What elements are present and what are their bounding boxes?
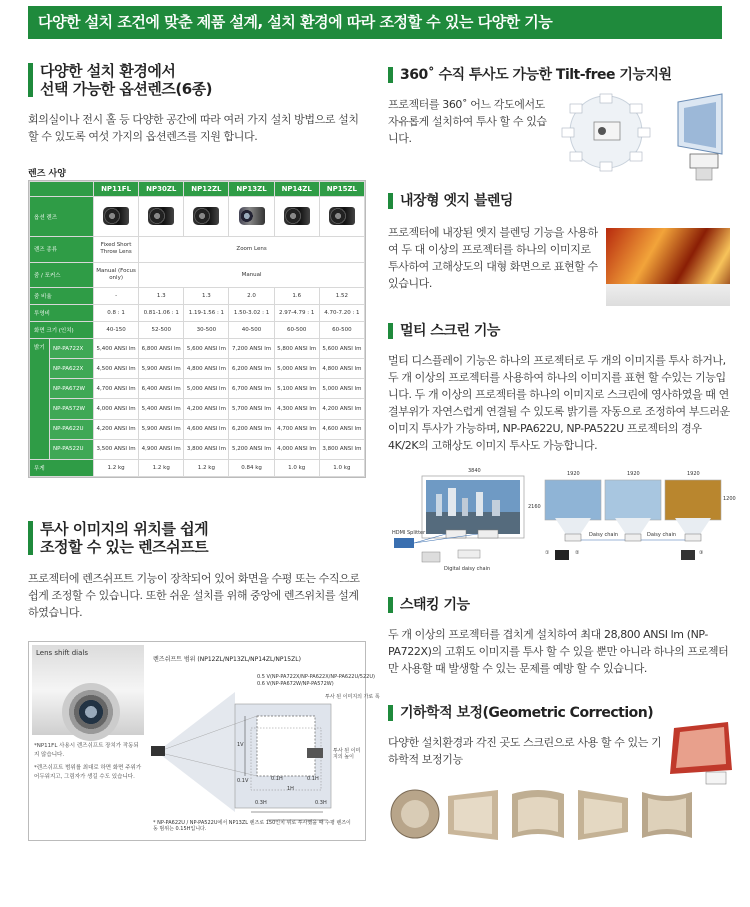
dim-1920-c: 1920 bbox=[687, 471, 700, 477]
dim-2160: 2160 bbox=[528, 504, 541, 510]
cell-brightness: 5,900 ANSI lm bbox=[139, 419, 184, 439]
lens-image bbox=[239, 207, 265, 225]
cell-brightness: 3,500 ANSI lm bbox=[94, 439, 139, 459]
multi-screen-left-graphic bbox=[388, 468, 538, 576]
cell-brightness: 4,600 ANSI lm bbox=[184, 419, 229, 439]
brightness-model: NP-PA722X bbox=[50, 338, 94, 358]
row-label-type: 렌즈 종류 bbox=[30, 237, 94, 262]
lens-title-line2: 선택 가능한 옵션렌즈(6종) bbox=[40, 80, 212, 98]
cell-brightness: 5,600 ANSI lm bbox=[184, 338, 229, 358]
cell-brightness: 6,800 ANSI lm bbox=[139, 338, 184, 358]
model-header: NP12ZL bbox=[184, 182, 229, 197]
cell-brightness: 4,200 ANSI lm bbox=[319, 399, 364, 419]
cell-brightness: 5,200 ANSI lm bbox=[229, 439, 274, 459]
shift-section-title bbox=[28, 520, 208, 556]
brightness-model: NP-PA672W bbox=[50, 379, 94, 399]
row-label-brightness: 밝기 bbox=[30, 338, 50, 459]
lens-table-caption: 렌즈 사양 bbox=[28, 169, 66, 179]
cell-focus: Manual bbox=[139, 262, 365, 287]
cell-brightness: 3,800 ANSI lm bbox=[184, 439, 229, 459]
shift-note-2: *렌즈쉬프트 범위를 최대로 하면 화면 주위가 어두워지고, 그림자가 생길 수도 있습니다. bbox=[34, 765, 142, 780]
cell-screen: 40-150 bbox=[94, 322, 139, 339]
cell-weight: 1.0 kg bbox=[274, 459, 319, 476]
shift-label-03h-b: 0.3H bbox=[315, 800, 327, 806]
tilt-section-title: 360˚ 수직 투사도 가능한 Tilt-free 기능지원 bbox=[388, 66, 672, 84]
cell-projection: 1.19-1.56 : 1 bbox=[184, 305, 229, 322]
marker-2: ② bbox=[575, 550, 580, 556]
cell-focus: Manual (Focus only) bbox=[94, 262, 139, 287]
cell-type: Zoom Lens bbox=[139, 237, 365, 262]
dim-1200: 1200 bbox=[723, 496, 736, 502]
cell-brightness: 4,000 ANSI lm bbox=[274, 439, 319, 459]
cell-brightness: 5,000 ANSI lm bbox=[274, 359, 319, 379]
edge-blending-photo bbox=[606, 228, 730, 306]
cell-projection: 4.70-7.20 : 1 bbox=[319, 305, 364, 322]
shift-label-01h-a: 0.1H bbox=[271, 776, 283, 782]
cell-brightness: 5,400 ANSI lm bbox=[139, 399, 184, 419]
cell-brightness: 6,200 ANSI lm bbox=[229, 359, 274, 379]
cell-brightness: 5,600 ANSI lm bbox=[319, 338, 364, 358]
cell-brightness: 5,800 ANSI lm bbox=[274, 338, 319, 358]
marker-1: ① bbox=[545, 550, 550, 556]
cell-projection: 0.81-1.06 : 1 bbox=[139, 305, 184, 322]
multi-section-title: 멀티 스크린 기능 bbox=[388, 322, 500, 340]
cell-projection: 1.50-3.02 : 1 bbox=[229, 305, 274, 322]
model-header: NP14ZL bbox=[274, 182, 319, 197]
geometric-correction-photo bbox=[668, 718, 736, 788]
cell-brightness: 6,400 ANSI lm bbox=[139, 379, 184, 399]
cell-brightness: 6,200 ANSI lm bbox=[229, 419, 274, 439]
dim-1920-b: 1920 bbox=[627, 471, 640, 477]
cell-screen: 52-500 bbox=[139, 322, 184, 339]
shift-diagram-title: 렌즈쉬프트 범위 (NP12ZL/NP13ZL/NP14ZL/NP15ZL) bbox=[153, 656, 301, 663]
model-header: NP30ZL bbox=[139, 182, 184, 197]
shift-line-2: 0.6 V(NP-PA672W/NP-PA572W) bbox=[257, 681, 334, 687]
hdmi-splitter-label: HDMI Splitter bbox=[392, 530, 426, 536]
shift-line-1: 0.5 V(NP-PA722X/NP-PA622X/NP-PA622U/522U) bbox=[257, 674, 375, 680]
cell-throw: 2.0 bbox=[229, 288, 274, 305]
projector-stand bbox=[606, 284, 730, 306]
cell-brightness: 4,300 ANSI lm bbox=[274, 399, 319, 419]
cell-weight: 0.84 kg bbox=[229, 459, 274, 476]
cell-brightness: 5,700 ANSI lm bbox=[229, 399, 274, 419]
shift-label-01h-b: 0.1H bbox=[307, 776, 319, 782]
cell-screen: 60-500 bbox=[274, 322, 319, 339]
model-header: NP11FL bbox=[94, 182, 139, 197]
cell-brightness: 4,000 ANSI lm bbox=[94, 399, 139, 419]
row-label-throw: 줌 비율 bbox=[30, 288, 94, 305]
edge-section-desc: 프로젝터에 내장된 엣지 블렌딩 기능을 사용하여 두 대 이상의 프로젝터를 하나의 이미지로 투사하여 고해상도의 대형 화면으로 표현할 수있습니다. bbox=[388, 226, 598, 290]
marker-3: ③ bbox=[699, 550, 704, 556]
cell-brightness: 3,800 ANSI lm bbox=[319, 439, 364, 459]
shift-label-03h-a: 0.3H bbox=[255, 800, 267, 806]
geo-room-graphic bbox=[668, 718, 736, 788]
stack-section-title: 스태킹 기능 bbox=[388, 596, 470, 614]
cell-brightness: 4,500 ANSI lm bbox=[94, 359, 139, 379]
shift-height-label: 투사 된 이미지의 높이 bbox=[333, 748, 361, 760]
cell-brightness: 5,000 ANSI lm bbox=[184, 379, 229, 399]
lens-shift-dials-photo bbox=[32, 645, 144, 735]
brightness-model: NP-PA572W bbox=[50, 399, 94, 419]
cell-brightness: 5,100 ANSI lm bbox=[274, 379, 319, 399]
cell-type: Fixed Short Throw Lens bbox=[94, 237, 139, 262]
cell-screen: 40-500 bbox=[229, 322, 274, 339]
cell-brightness: 7,200 ANSI lm bbox=[229, 338, 274, 358]
shift-label-01v: 0.1V bbox=[237, 778, 249, 784]
geo-section-desc: 다양한 설치환경과 각진 곳도 스크린으로 사용 할 수 있는 기하학적 보정기능 bbox=[388, 736, 662, 766]
lens-section-desc: 회의실이나 전시 홀 등 다양한 공간에 따라 여러 가지 설치 방법으로 설치할 수 있도록 여섯 가지의 옵션렌즈를 지원 합니다. bbox=[28, 113, 359, 143]
shift-title-line1: 투사 이미지의 위치를 쉽게 bbox=[40, 520, 209, 538]
cell-weight: 1.0 kg bbox=[319, 459, 364, 476]
brightness-model: NP-PA522U bbox=[50, 439, 94, 459]
lens-image bbox=[284, 207, 310, 225]
header-banner: 다양한 설치 조건에 맞춘 제품 설계, 설치 환경에 따라 조정할 수 있는 다양한 기능 bbox=[28, 6, 722, 39]
dials-label: Lens shift dials bbox=[36, 649, 89, 657]
stack-section-desc: 두 개 이상의 프로젝터를 겹치게 설치하여 최대 28,800 ANSI lm (NP-PA722X)의 고휘도 이미지를 투사 할 수 있을 뿐만 아니라 하나의 프로젝터만 사용할 때 발생할 수 있는 문제를 예방 할 수 있습니다. bbox=[388, 628, 729, 675]
geometric-correction-examples bbox=[388, 786, 694, 844]
geo-examples-graphic bbox=[388, 786, 694, 844]
multi-screen-3panel-diagram bbox=[541, 470, 736, 566]
cell-brightness: 4,700 ANSI lm bbox=[274, 419, 319, 439]
cell-brightness: 4,200 ANSI lm bbox=[184, 399, 229, 419]
shift-note-1: *NP11FL 사용시 렌즈쉬프트 장치가 작동되지 않습니다. bbox=[34, 743, 139, 758]
geo-section-title: 기하학적 보정(Geometric Correction) bbox=[388, 704, 653, 722]
shift-footnote: * NP-PA622U / NP-PA522U에서 NP13ZL 렌즈로 150인치 위로 투사했을 때 수평 렌즈이동 범위는 0.15H입니다. bbox=[153, 820, 351, 832]
multi-screen-right-graphic bbox=[541, 470, 736, 566]
lens-title-line1: 다양한 설치 환경에서 bbox=[40, 62, 176, 80]
dim-1920-a: 1920 bbox=[567, 471, 580, 477]
lens-shift-diagram bbox=[147, 644, 380, 838]
row-label-weight: 무게 bbox=[30, 459, 94, 476]
cell-weight: 1.2 kg bbox=[184, 459, 229, 476]
lens-image bbox=[329, 207, 355, 225]
multi-screen-4k-diagram bbox=[388, 468, 541, 576]
multi-section-desc: 멀티 디스플레이 기능은 하나의 프로젝터로 두 개의 이미지를 투사 하거나, 두 개 이상의 프로젝터를 사용하여 하나의 이미지를 표현 할 수있는 기능입니다. 두 개 이상의 프로젝터를 하나의 이미지로 스크린에 영사하였을 때 연결부위가 자연스럽게 연결될 수 있도록 밝기를 자동으로 조정하여 부드러운 이미지 투사가 가능하며, NP-PA622U, NP-PA522U 프로젝터의 경우 4K/2K의 고해상도 이미지 투사도 가능합니다. bbox=[388, 354, 730, 452]
tilt-free-illustration bbox=[560, 92, 736, 180]
cell-brightness: 4,200 ANSI lm bbox=[94, 419, 139, 439]
projector-lens-icon bbox=[62, 683, 120, 741]
cell-throw: - bbox=[94, 288, 139, 305]
shift-label-1v: 1V bbox=[237, 742, 244, 748]
edge-section-title: 내장형 엣지 블렌딩 bbox=[388, 192, 513, 210]
row-label-screen: 화면 크기 (인치) bbox=[30, 322, 94, 339]
cell-throw: 1.6 bbox=[274, 288, 319, 305]
cell-throw: 1.52 bbox=[319, 288, 364, 305]
cell-screen: 30-500 bbox=[184, 322, 229, 339]
row-label-projection: 투영비 bbox=[30, 305, 94, 322]
daisy-chain-2: Daisy chain bbox=[647, 532, 676, 538]
cell-brightness: 5,400 ANSI lm bbox=[94, 338, 139, 358]
digital-daisy-label: Digital daisy chain bbox=[444, 566, 491, 572]
lens-shift-figure bbox=[28, 641, 380, 841]
shift-section-desc: 프로젝터에 렌즈쉬프트 기능이 장착되어 있어 화면을 수평 또는 수직으로 쉽게 조정할 수 있습니다. 또한 쉬운 설치를 위해 중앙에 렌즈위치를 설계하였습니다. bbox=[28, 572, 360, 619]
cell-brightness: 4,900 ANSI lm bbox=[139, 439, 184, 459]
shift-label-1h: 1H bbox=[287, 786, 294, 792]
lens-image bbox=[148, 207, 174, 225]
daisy-chain-1: Daisy chain bbox=[589, 532, 618, 538]
cell-brightness: 4,800 ANSI lm bbox=[184, 359, 229, 379]
cell-projection: 2.97-4.79 : 1 bbox=[274, 305, 319, 322]
cell-brightness: 5,900 ANSI lm bbox=[139, 359, 184, 379]
model-header: NP13ZL bbox=[229, 182, 274, 197]
cell-throw: 1.3 bbox=[184, 288, 229, 305]
cell-brightness: 4,600 ANSI lm bbox=[319, 419, 364, 439]
cell-screen: 60-500 bbox=[319, 322, 364, 339]
cell-weight: 1.2 kg bbox=[139, 459, 184, 476]
shift-line-3: 투사 된 이미지의 가로 폭 bbox=[325, 694, 380, 700]
model-header: NP15ZL bbox=[319, 182, 364, 197]
lens-image bbox=[103, 207, 129, 225]
lens-image bbox=[193, 207, 219, 225]
tilt-rotation-graphic bbox=[560, 92, 736, 180]
cell-brightness: 6,700 ANSI lm bbox=[229, 379, 274, 399]
brightness-model: NP-PA622U bbox=[50, 419, 94, 439]
cell-projection: 0.8 : 1 bbox=[94, 305, 139, 322]
shift-notes bbox=[34, 742, 144, 782]
cell-throw: 1.3 bbox=[139, 288, 184, 305]
lens-spec-table bbox=[28, 180, 366, 478]
dim-3840: 3840 bbox=[468, 468, 481, 474]
cell-brightness: 4,800 ANSI lm bbox=[319, 359, 364, 379]
brightness-model: NP-PA622X bbox=[50, 359, 94, 379]
cell-brightness: 5,000 ANSI lm bbox=[319, 379, 364, 399]
shift-title-line2: 조정할 수 있는 렌즈쉬프트 bbox=[40, 538, 209, 556]
row-label-focus: 줌 / 포커스 bbox=[30, 262, 94, 287]
cell-brightness: 4,700 ANSI lm bbox=[94, 379, 139, 399]
cell-weight: 1.2 kg bbox=[94, 459, 139, 476]
lens-section-title bbox=[28, 62, 212, 98]
tilt-section-desc: 프로젝터를 360˚ 어느 각도에서도 자유롭게 설치하여 투사 할 수 있습니다. bbox=[388, 98, 547, 145]
row-label-lens: 옵션 렌즈 bbox=[30, 196, 94, 236]
